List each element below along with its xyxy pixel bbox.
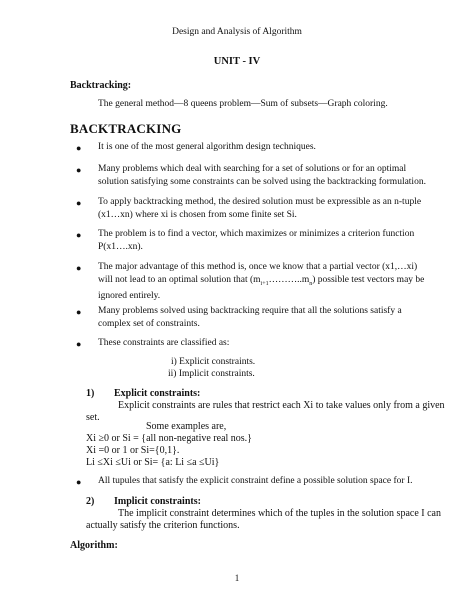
bullet-text: Many problems which deal with searching for a set of solutions or for an optimal solution satisfying some constraints can be solved using the backtracking formulation. [98,164,426,187]
bullet-icon: ● [76,339,82,349]
algorithm-label: Algorithm: [70,540,118,551]
example-2: Xi =0 or 1 or Si={0,1}. [86,445,180,456]
bullet-icon: ● [76,165,82,175]
bullet-icon: ● [76,477,82,487]
bullet-text: These constraints are classified as: [98,338,230,348]
explicit-classification: i) Explicit constraints. [171,357,256,367]
implicit-description-cont: actually satisfy the criterion functions. [86,520,240,531]
implicit-description: The implicit constraint determines which of the tuples in the solution space I can [118,508,441,519]
section-title: BACKTRACKING [70,121,182,136]
bullet-icon: ● [76,198,82,208]
unit-heading: UNIT - IV [213,56,261,67]
implicit-title: Implicit constraints: [114,496,201,507]
bullet-text: It is one of the most general algorithm design techniques. [98,142,316,152]
bullet-icon: ● [76,143,82,153]
bullet-text: The problem is to find a vector, which maximizes or minimizes a criterion function P(x1….xn). [98,229,415,252]
bullet-icon: ● [76,263,82,273]
explicit-description: Explicit constraints are rules that restrict each Xi to take values only from a given [118,400,445,411]
explicit-description-cont: set. [86,412,100,423]
example-1: Xi ≥0 or Si = {all non-negative real nos.} [86,433,252,444]
examples-intro: Some examples are, [146,421,227,432]
implicit-classification: ii) Implicit constraints. [168,369,255,379]
bullet-icon: ● [76,307,82,317]
bullet-icon: ● [76,230,82,240]
implicit-number: 2) [86,496,95,507]
explicit-title: Explicit constraints: [114,388,201,399]
backtracking-label: Backtracking: [70,80,132,91]
bullet-text: Many problems solved using backtracking require that all the solutions satisfy a complex set of constraints. [98,306,402,329]
page-number: 1 [234,573,240,583]
bullet-text: The major advantage of this method is, once we know that a partial vector (x1,…xi) will not lead to an optimal solution that $(m_{i+1}\dots\dots\dots..m_n)$ possible test vectors may be ignored entirely. [98,262,425,302]
running-header: Design and Analysis of Algorithm [172,27,302,37]
explicit-number: 1) [86,388,95,399]
bullet-text: All tupules that satisfy the explicit constraint define a possible solution space for I. [98,476,413,486]
example-3: Li ≤Xi ≤Ui or Si= {a: Li ≤a ≤Ui} [86,457,220,468]
methods-line: The general method—8 queens problem—Sum of subsets—Graph coloring. [98,99,388,109]
bullet-text: To apply backtracking method, the desired solution must be expressible as an n-tuple (x1…xn) where xi is chosen from some finite set Si. [98,197,422,220]
